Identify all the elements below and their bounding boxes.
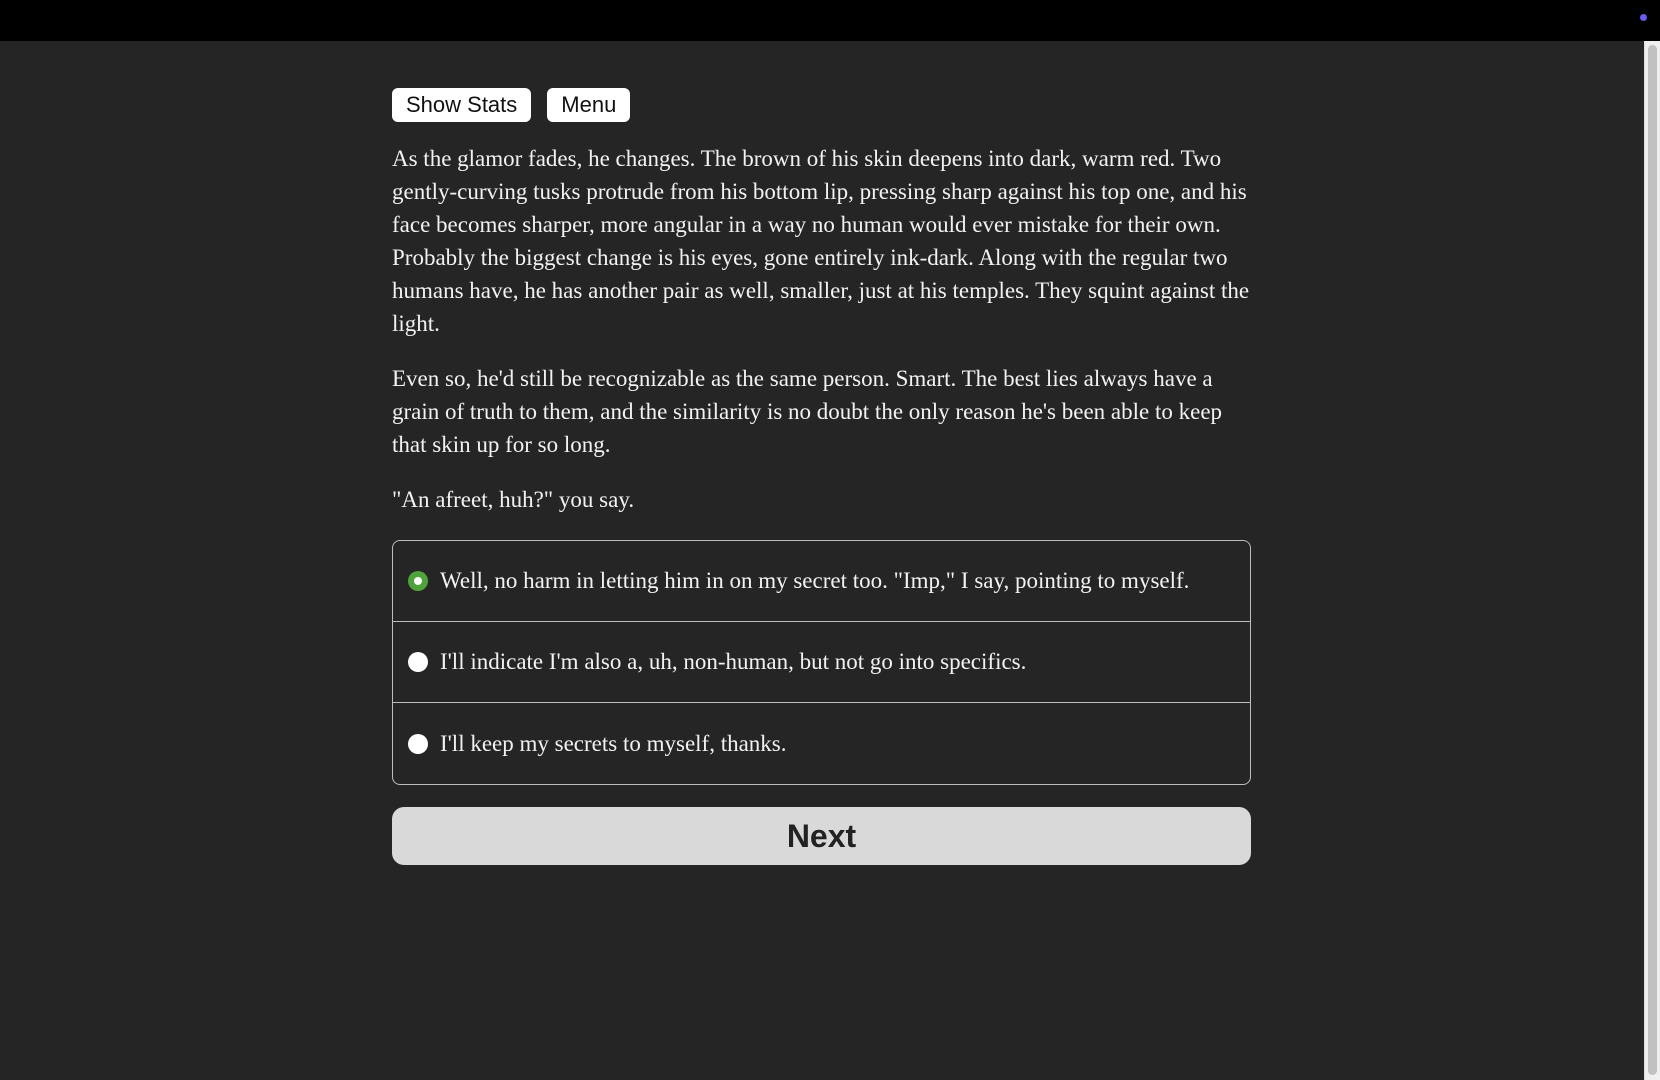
- game-content: [392, 88, 1251, 865]
- story-text: [392, 142, 1251, 516]
- vertical-scrollbar[interactable]: [1644, 41, 1660, 1080]
- radio-selected-icon[interactable]: [408, 571, 428, 591]
- story-paragraph: Even so, he'd still be recognizable as the same person. Smart. The best lies always have a grain of truth to them, and the similarity is no doubt the only reason he's been able to keep that skin up for so long.: [392, 366, 1223, 457]
- choice-label: Well, no harm in letting him in on my secret too. "Imp," I say, pointing to myself.: [440, 568, 1190, 593]
- choice-label: I'll keep my secrets to myself, thanks.: [440, 730, 787, 756]
- radio-unselected-icon[interactable]: [408, 734, 428, 754]
- story-paragraph: "An afreet, huh?" you say.: [392, 487, 635, 512]
- choice-list: [392, 540, 1251, 785]
- story-paragraph: As the glamor fades, he changes. The brown of his skin deepens into dark, warm red. Two gently-curving tusks protrude from his bottom lip, pressing sharp against his top one, and his face becomes sharper, more angular in a way no human would ever mistake for their own. Probably the biggest change is his eyes, gone entirely ink-dark. Along with the regular two humans have, he has another pair as well, smaller, just at his temples. They squint against the light.: [392, 146, 1250, 336]
- show-stats-button[interactable]: Show Stats: [392, 88, 531, 122]
- next-button[interactable]: Next: [392, 807, 1251, 865]
- choice-option-3[interactable]: [393, 703, 1250, 784]
- status-dot-icon: [1640, 14, 1647, 21]
- toolbar: [392, 88, 1251, 122]
- choice-option-1[interactable]: [393, 541, 1250, 622]
- radio-unselected-icon[interactable]: [408, 652, 428, 672]
- choice-label: I'll indicate I'm also a, uh, non-human, but not go into specifics.: [440, 649, 1027, 674]
- menu-button[interactable]: Menu: [547, 88, 630, 122]
- choice-option-2[interactable]: [393, 622, 1250, 703]
- scrollbar-thumb[interactable]: [1648, 45, 1657, 1075]
- browser-top-bar: [0, 0, 1660, 41]
